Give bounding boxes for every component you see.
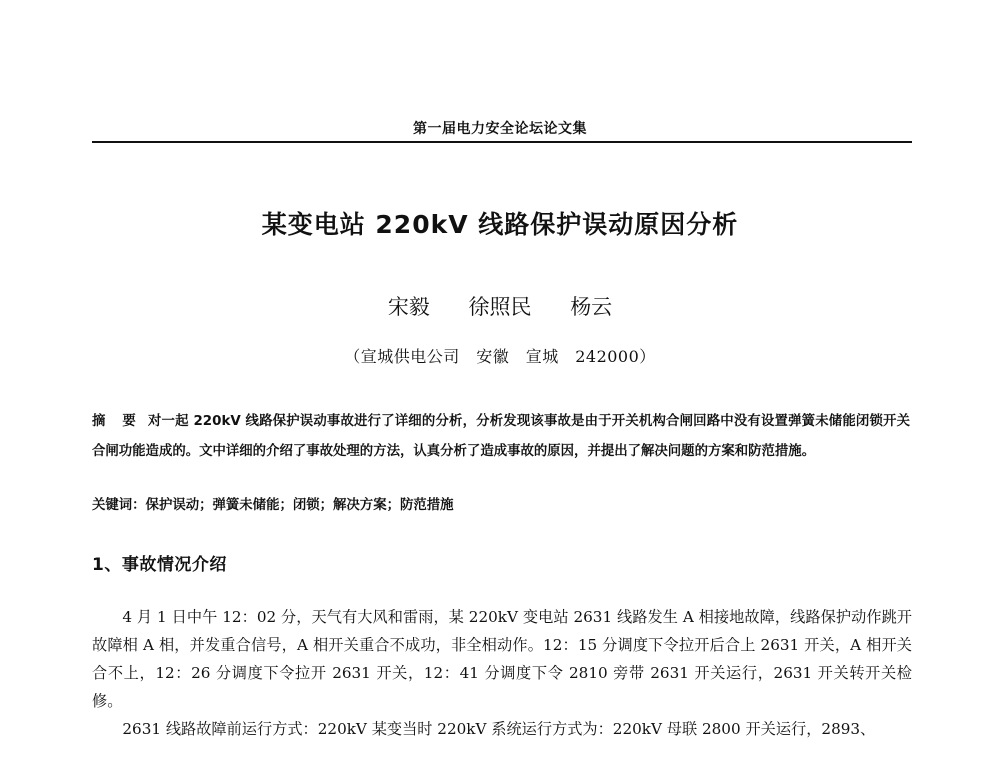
section-body bbox=[92, 603, 912, 743]
body-paragraph: 2631 线路故障前运行方式：220kV 某变当时 220kV 系统运行方式为：220kV 母联 2800 开关运行，2893、 bbox=[122, 720, 876, 738]
abstract-text: 对一起 220kV 线路保护误动事故进行了详细的分析，分析发现该事故是由于开关机构合闸回路中没有设置弹簧未储能闭锁开关合闸功能造成的。文中详细的介绍了事故处理的方法，认真分析了造成事故的原因，并提出了解决问题的方案和防范措施。 bbox=[92, 414, 910, 459]
author-name: 宋毅 bbox=[387, 295, 430, 319]
author-list bbox=[0, 291, 1000, 321]
keywords: 关键词：保护误动；弹簧未储能；闭锁；解决方案；防范措施 bbox=[92, 498, 454, 513]
author-affiliation: （宣城供电公司 安徽 宣城 242000） bbox=[344, 347, 656, 366]
abstract bbox=[92, 407, 910, 467]
author-name: 杨云 bbox=[570, 295, 613, 319]
running-head: 第一届电力安全论坛论文集 bbox=[413, 121, 587, 137]
paper-title: 某变电站 220kV 线路保护误动原因分析 bbox=[261, 210, 739, 239]
section-heading: 1、事故情况介绍 bbox=[92, 555, 227, 575]
body-paragraph: 4 月 1 日中午 12：02 分，天气有大风和雷雨，某 220kV 变电站 2631 线路发生 A 相接地故障，线路保护动作跳开故障相 A 相，并发重合信号，A 相开关重合不成功，非全相动作。12：15 分调度下令拉开后合上 2631 开关，A 相开关合不上，12：26 分调度下令拉开 2631 开关，12：41 分调度下令 2810 旁带 2631 开关运行，2631 开关转开关检修。 bbox=[92, 608, 912, 710]
header-rule bbox=[92, 141, 912, 143]
author-name: 徐照民 bbox=[468, 295, 532, 319]
abstract-label: 摘 要 bbox=[92, 414, 142, 429]
